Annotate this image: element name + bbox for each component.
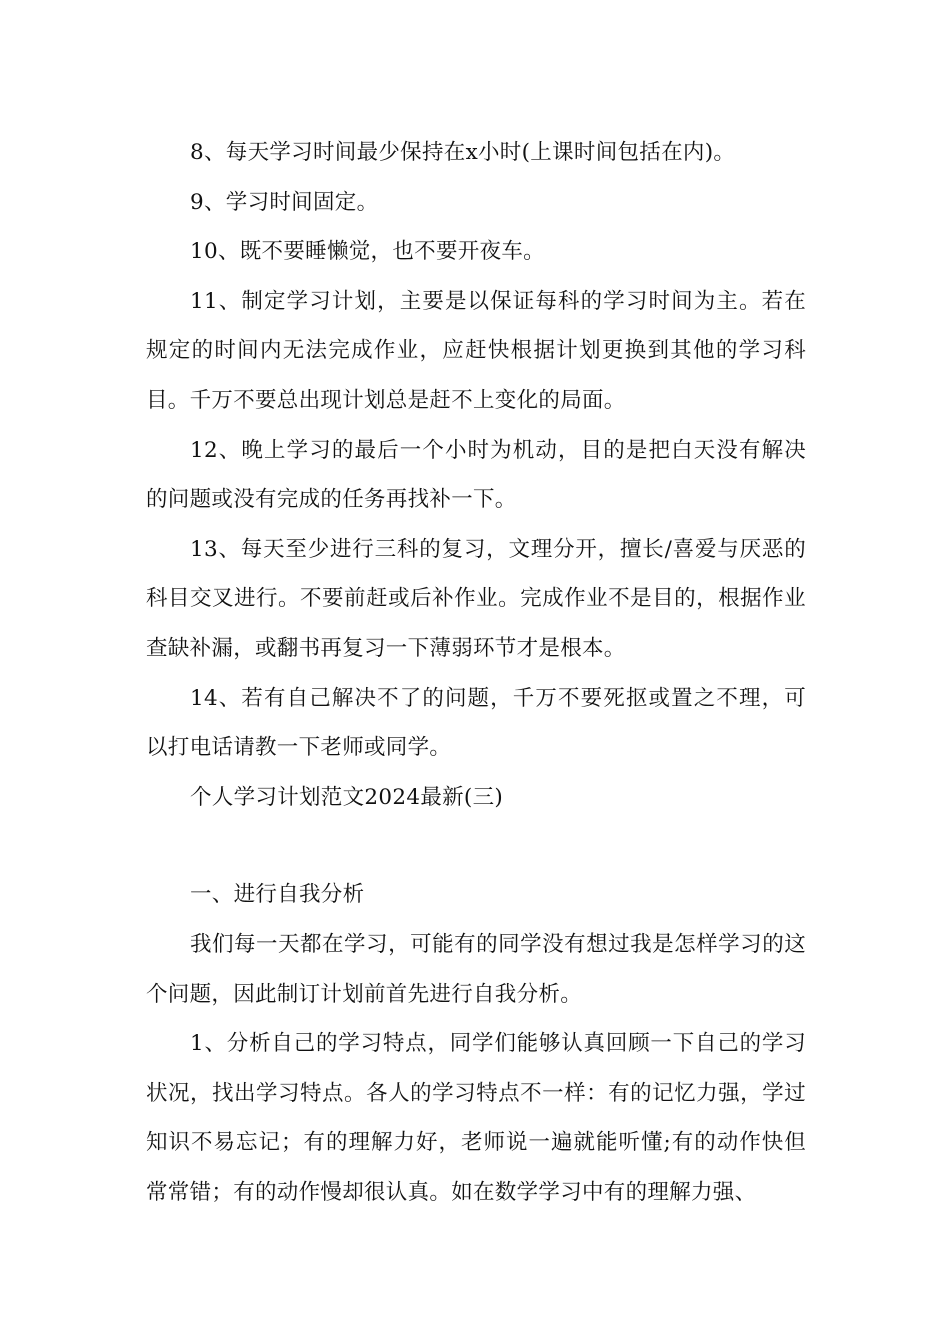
paragraph-item-12: 12、晚上学习的最后一个小时为机动，目的是把白天没有解决的问题或没有完成的任务再找补一下。 <box>146 437 806 513</box>
subheading-self-analysis: 一、进行自我分析 <box>190 882 365 908</box>
paragraph-item-10: 10、既不要睡懒觉，也不要开夜车。 <box>190 239 545 265</box>
paragraph-item-14: 14、若有自己解决不了的问题，千万不要死抠或置之不理，可以打电话请教一下老师或同学。 <box>146 685 806 761</box>
document-body <box>146 128 806 1217</box>
paragraph-item-13: 13、每天至少进行三科的复习，文理分开，擅长/喜爱与厌恶的科目交叉进行。不要前赶或后补作业。完成作业不是目的，根据作业查缺补漏，或翻书再复习一下薄弱环节才是根本。 <box>146 536 806 661</box>
paragraph-intro: 我们每一天都在学习，可能有的同学没有想过我是怎样学习的这个问题，因此制订计划前首先进行自我分析。 <box>146 931 806 1007</box>
paragraph-item-8: 8、每天学习时间最少保持在x小时(上课时间包括在内)。 <box>190 140 736 165</box>
paragraph-item-1: 1、分析自己的学习特点，同学们能够认真回顾一下自己的学习状况，找出学习特点。各人的学习特点不一样：有的记忆力强，学过知识不易忘记；有的理解力好，老师说一遍就能听懂;有的动作快但常常错；有的动作慢却很认真。如在数学学习中有的理解力强、 <box>146 1031 806 1205</box>
section-title: 个人学习计划范文2024最新(三) <box>190 784 504 810</box>
paragraph-item-11: 11、制定学习计划，主要是以保证每科的学习时间为主。若在规定的时间内无法完成作业，应赶快根据计划更换到其他的学习科目。千万不要总出现计划总是赶不上变化的局面。 <box>146 288 806 413</box>
section-spacer <box>146 822 806 870</box>
paragraph-item-9: 9、学习时间固定。 <box>190 189 379 215</box>
